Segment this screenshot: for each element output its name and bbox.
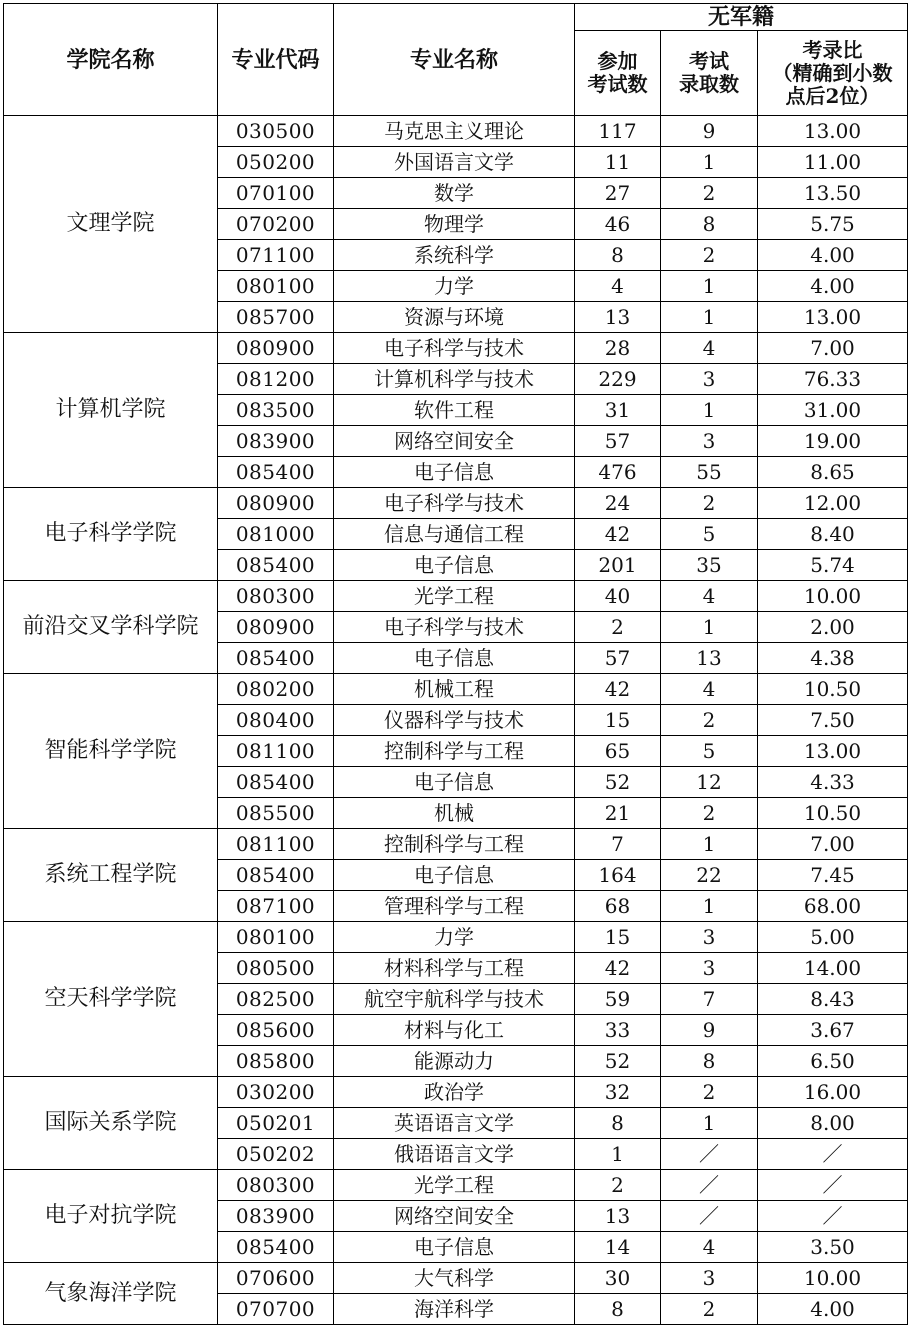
major-code-cell: 085600 xyxy=(218,1015,334,1046)
table-row xyxy=(4,674,908,705)
major-code-cell: 080900 xyxy=(218,333,334,364)
college-name-cell: 电子对抗学院 xyxy=(4,1170,218,1263)
ratio-cell: 4.00 xyxy=(758,1294,908,1325)
header-code: 专业代码 xyxy=(218,4,334,116)
admit-count-cell: 3 xyxy=(661,426,758,457)
major-name-cell: 资源与环境 xyxy=(334,302,575,333)
ratio-cell: 76.33 xyxy=(758,364,908,395)
exam-count-cell: 21 xyxy=(575,798,661,829)
major-code-cell: 085700 xyxy=(218,302,334,333)
admit-count-cell: ／ xyxy=(661,1139,758,1170)
admit-count-cell: 1 xyxy=(661,891,758,922)
ratio-cell: 10.00 xyxy=(758,1263,908,1294)
major-code-cell: 085400 xyxy=(218,860,334,891)
major-name-cell: 电子信息 xyxy=(334,860,575,891)
exam-count-cell: 30 xyxy=(575,1263,661,1294)
college-name-cell: 气象海洋学院 xyxy=(4,1263,218,1325)
major-name-cell: 机械工程 xyxy=(334,674,575,705)
exam-count-cell: 8 xyxy=(575,1294,661,1325)
admit-count-cell: ／ xyxy=(661,1201,758,1232)
college-name-cell: 系统工程学院 xyxy=(4,829,218,922)
major-code-cell: 071100 xyxy=(218,240,334,271)
admit-count-cell: 1 xyxy=(661,395,758,426)
exam-count-cell: 4 xyxy=(575,271,661,302)
ratio-cell: ／ xyxy=(758,1139,908,1170)
ratio-cell: 4.33 xyxy=(758,767,908,798)
major-name-cell: 软件工程 xyxy=(334,395,575,426)
major-name-cell: 力学 xyxy=(334,271,575,302)
ratio-cell: 13.00 xyxy=(758,302,908,333)
admit-count-cell: 2 xyxy=(661,178,758,209)
major-name-cell: 仪器科学与技术 xyxy=(334,705,575,736)
ratio-cell: 11.00 xyxy=(758,147,908,178)
ratio-cell: 8.65 xyxy=(758,457,908,488)
major-code-cell: 082500 xyxy=(218,984,334,1015)
table-row xyxy=(4,829,908,860)
admit-count-cell: 1 xyxy=(661,1108,758,1139)
major-code-cell: 081200 xyxy=(218,364,334,395)
major-name-cell: 物理学 xyxy=(334,209,575,240)
college-name-cell: 电子科学学院 xyxy=(4,488,218,581)
exam-count-cell: 2 xyxy=(575,1170,661,1201)
major-name-cell: 能源动力 xyxy=(334,1046,575,1077)
exam-count-cell: 117 xyxy=(575,116,661,147)
major-code-cell: 080100 xyxy=(218,922,334,953)
ratio-cell: 7.00 xyxy=(758,333,908,364)
major-code-cell: 081000 xyxy=(218,519,334,550)
exam-count-cell: 201 xyxy=(575,550,661,581)
college-name-cell: 空天科学学院 xyxy=(4,922,218,1077)
major-name-cell: 电子信息 xyxy=(334,1232,575,1263)
ratio-cell: 13.50 xyxy=(758,178,908,209)
ratio-cell: 7.45 xyxy=(758,860,908,891)
major-code-cell: 085400 xyxy=(218,550,334,581)
header-group-no-military: 无军籍 xyxy=(575,4,908,31)
major-code-cell: 070100 xyxy=(218,178,334,209)
major-code-cell: 081100 xyxy=(218,829,334,860)
major-name-cell: 电子科学与技术 xyxy=(334,612,575,643)
major-name-cell: 光学工程 xyxy=(334,581,575,612)
exam-count-cell: 57 xyxy=(575,426,661,457)
admit-count-cell: 4 xyxy=(661,1232,758,1263)
major-code-cell: 085400 xyxy=(218,1232,334,1263)
ratio-cell: 19.00 xyxy=(758,426,908,457)
ratio-cell: 10.50 xyxy=(758,798,908,829)
exam-count-cell: 476 xyxy=(575,457,661,488)
admit-count-cell: 12 xyxy=(661,767,758,798)
major-name-cell: 机械 xyxy=(334,798,575,829)
major-code-cell: 050202 xyxy=(218,1139,334,1170)
exam-count-cell: 11 xyxy=(575,147,661,178)
ratio-cell: 4.00 xyxy=(758,271,908,302)
major-name-cell: 电子信息 xyxy=(334,643,575,674)
major-name-cell: 马克思主义理论 xyxy=(334,116,575,147)
ratio-cell: 14.00 xyxy=(758,953,908,984)
table-header xyxy=(4,4,908,116)
major-code-cell: 080200 xyxy=(218,674,334,705)
exam-count-cell: 42 xyxy=(575,519,661,550)
major-code-cell: 080900 xyxy=(218,612,334,643)
exam-count-cell: 32 xyxy=(575,1077,661,1108)
exam-count-cell: 65 xyxy=(575,736,661,767)
major-name-cell: 系统科学 xyxy=(334,240,575,271)
major-code-cell: 087100 xyxy=(218,891,334,922)
major-name-cell: 电子信息 xyxy=(334,457,575,488)
admit-count-cell: 8 xyxy=(661,209,758,240)
major-name-cell: 控制科学与工程 xyxy=(334,829,575,860)
major-name-cell: 计算机科学与技术 xyxy=(334,364,575,395)
header-exam-count: 参加 考试数 xyxy=(575,31,661,116)
admit-count-cell: 8 xyxy=(661,1046,758,1077)
major-code-cell: 080100 xyxy=(218,271,334,302)
admit-count-cell: ／ xyxy=(661,1170,758,1201)
major-name-cell: 信息与通信工程 xyxy=(334,519,575,550)
table-row xyxy=(4,1077,908,1108)
exam-count-cell: 68 xyxy=(575,891,661,922)
admit-count-cell: 9 xyxy=(661,116,758,147)
admit-count-cell: 55 xyxy=(661,457,758,488)
table-row xyxy=(4,488,908,519)
exam-count-cell: 229 xyxy=(575,364,661,395)
major-name-cell: 管理科学与工程 xyxy=(334,891,575,922)
ratio-cell: 3.67 xyxy=(758,1015,908,1046)
ratio-cell: 8.43 xyxy=(758,984,908,1015)
ratio-cell: 5.00 xyxy=(758,922,908,953)
major-code-cell: 085400 xyxy=(218,643,334,674)
admit-count-cell: 3 xyxy=(661,1263,758,1294)
exam-count-cell: 40 xyxy=(575,581,661,612)
major-name-cell: 航空宇航科学与技术 xyxy=(334,984,575,1015)
table-row xyxy=(4,116,908,147)
admit-count-cell: 3 xyxy=(661,922,758,953)
ratio-cell: 7.00 xyxy=(758,829,908,860)
admit-count-cell: 1 xyxy=(661,302,758,333)
major-name-cell: 材料科学与工程 xyxy=(334,953,575,984)
ratio-cell: 68.00 xyxy=(758,891,908,922)
major-name-cell: 外国语言文学 xyxy=(334,147,575,178)
header-admit-count: 考试 录取数 xyxy=(661,31,758,116)
ratio-cell: 4.38 xyxy=(758,643,908,674)
exam-count-cell: 46 xyxy=(575,209,661,240)
ratio-cell: 7.50 xyxy=(758,705,908,736)
major-code-cell: 085400 xyxy=(218,457,334,488)
admit-count-cell: 2 xyxy=(661,1294,758,1325)
major-name-cell: 材料与化工 xyxy=(334,1015,575,1046)
major-code-cell: 050200 xyxy=(218,147,334,178)
major-code-cell: 085500 xyxy=(218,798,334,829)
ratio-cell: ／ xyxy=(758,1201,908,1232)
ratio-cell: 4.00 xyxy=(758,240,908,271)
ratio-cell: 3.50 xyxy=(758,1232,908,1263)
major-code-cell: 070700 xyxy=(218,1294,334,1325)
table-row xyxy=(4,1263,908,1294)
table-row xyxy=(4,581,908,612)
header-college: 学院名称 xyxy=(4,4,218,116)
exam-count-cell: 57 xyxy=(575,643,661,674)
major-name-cell: 电子信息 xyxy=(334,550,575,581)
major-name-cell: 力学 xyxy=(334,922,575,953)
major-name-cell: 光学工程 xyxy=(334,1170,575,1201)
ratio-cell: 5.74 xyxy=(758,550,908,581)
exam-count-cell: 2 xyxy=(575,612,661,643)
exam-count-cell: 15 xyxy=(575,705,661,736)
admit-count-cell: 9 xyxy=(661,1015,758,1046)
admit-count-cell: 4 xyxy=(661,581,758,612)
table-row xyxy=(4,1170,908,1201)
admission-table xyxy=(3,3,908,1325)
major-name-cell: 大气科学 xyxy=(334,1263,575,1294)
major-code-cell: 083900 xyxy=(218,426,334,457)
college-name-cell: 智能科学学院 xyxy=(4,674,218,829)
ratio-cell: 10.50 xyxy=(758,674,908,705)
major-code-cell: 030500 xyxy=(218,116,334,147)
exam-count-cell: 8 xyxy=(575,1108,661,1139)
exam-count-cell: 52 xyxy=(575,1046,661,1077)
header-ratio: 考录比 （精确到小数 点后2位） xyxy=(758,31,908,116)
exam-count-cell: 42 xyxy=(575,953,661,984)
exam-count-cell: 52 xyxy=(575,767,661,798)
table-row xyxy=(4,333,908,364)
major-code-cell: 080900 xyxy=(218,488,334,519)
major-code-cell: 030200 xyxy=(218,1077,334,1108)
ratio-cell: 10.00 xyxy=(758,581,908,612)
major-name-cell: 电子科学与技术 xyxy=(334,333,575,364)
admit-count-cell: 4 xyxy=(661,333,758,364)
table-body xyxy=(4,116,908,1325)
major-name-cell: 电子科学与技术 xyxy=(334,488,575,519)
major-code-cell: 080400 xyxy=(218,705,334,736)
major-code-cell: 083500 xyxy=(218,395,334,426)
major-code-cell: 080500 xyxy=(218,953,334,984)
college-name-cell: 前沿交叉学科学院 xyxy=(4,581,218,674)
exam-count-cell: 7 xyxy=(575,829,661,860)
major-name-cell: 英语语言文学 xyxy=(334,1108,575,1139)
admit-count-cell: 5 xyxy=(661,736,758,767)
ratio-cell: 16.00 xyxy=(758,1077,908,1108)
major-code-cell: 085800 xyxy=(218,1046,334,1077)
admit-count-cell: 2 xyxy=(661,488,758,519)
admit-count-cell: 3 xyxy=(661,364,758,395)
major-code-cell: 070600 xyxy=(218,1263,334,1294)
major-name-cell: 网络空间安全 xyxy=(334,426,575,457)
major-name-cell: 控制科学与工程 xyxy=(334,736,575,767)
exam-count-cell: 42 xyxy=(575,674,661,705)
ratio-cell: 12.00 xyxy=(758,488,908,519)
admit-count-cell: 2 xyxy=(661,705,758,736)
major-name-cell: 电子信息 xyxy=(334,767,575,798)
exam-count-cell: 164 xyxy=(575,860,661,891)
exam-count-cell: 31 xyxy=(575,395,661,426)
admit-count-cell: 2 xyxy=(661,240,758,271)
admit-count-cell: 1 xyxy=(661,829,758,860)
ratio-cell: 5.75 xyxy=(758,209,908,240)
major-code-cell: 080300 xyxy=(218,1170,334,1201)
ratio-cell: 31.00 xyxy=(758,395,908,426)
exam-count-cell: 8 xyxy=(575,240,661,271)
exam-count-cell: 13 xyxy=(575,1201,661,1232)
admit-count-cell: 1 xyxy=(661,147,758,178)
exam-count-cell: 15 xyxy=(575,922,661,953)
exam-count-cell: 24 xyxy=(575,488,661,519)
major-code-cell: 085400 xyxy=(218,767,334,798)
exam-count-cell: 14 xyxy=(575,1232,661,1263)
major-name-cell: 网络空间安全 xyxy=(334,1201,575,1232)
college-name-cell: 文理学院 xyxy=(4,116,218,333)
admit-count-cell: 5 xyxy=(661,519,758,550)
admit-count-cell: 7 xyxy=(661,984,758,1015)
exam-count-cell: 1 xyxy=(575,1139,661,1170)
major-name-cell: 数学 xyxy=(334,178,575,209)
admit-count-cell: 2 xyxy=(661,1077,758,1108)
admit-count-cell: 1 xyxy=(661,612,758,643)
major-code-cell: 070200 xyxy=(218,209,334,240)
admit-count-cell: 4 xyxy=(661,674,758,705)
exam-count-cell: 13 xyxy=(575,302,661,333)
ratio-cell: 8.00 xyxy=(758,1108,908,1139)
admit-count-cell: 3 xyxy=(661,953,758,984)
college-name-cell: 计算机学院 xyxy=(4,333,218,488)
admit-count-cell: 35 xyxy=(661,550,758,581)
college-name-cell: 国际关系学院 xyxy=(4,1077,218,1170)
table-row xyxy=(4,922,908,953)
exam-count-cell: 27 xyxy=(575,178,661,209)
ratio-cell: 8.40 xyxy=(758,519,908,550)
ratio-cell: 13.00 xyxy=(758,736,908,767)
header-major: 专业名称 xyxy=(334,4,575,116)
major-name-cell: 俄语语言文学 xyxy=(334,1139,575,1170)
major-code-cell: 083900 xyxy=(218,1201,334,1232)
admit-count-cell: 22 xyxy=(661,860,758,891)
ratio-cell: 13.00 xyxy=(758,116,908,147)
exam-count-cell: 59 xyxy=(575,984,661,1015)
ratio-cell: 2.00 xyxy=(758,612,908,643)
admit-count-cell: 2 xyxy=(661,798,758,829)
major-code-cell: 050201 xyxy=(218,1108,334,1139)
admit-count-cell: 1 xyxy=(661,271,758,302)
admit-count-cell: 13 xyxy=(661,643,758,674)
major-code-cell: 081100 xyxy=(218,736,334,767)
exam-count-cell: 33 xyxy=(575,1015,661,1046)
major-code-cell: 080300 xyxy=(218,581,334,612)
exam-count-cell: 28 xyxy=(575,333,661,364)
ratio-cell: ／ xyxy=(758,1170,908,1201)
ratio-cell: 6.50 xyxy=(758,1046,908,1077)
major-name-cell: 海洋科学 xyxy=(334,1294,575,1325)
major-name-cell: 政治学 xyxy=(334,1077,575,1108)
